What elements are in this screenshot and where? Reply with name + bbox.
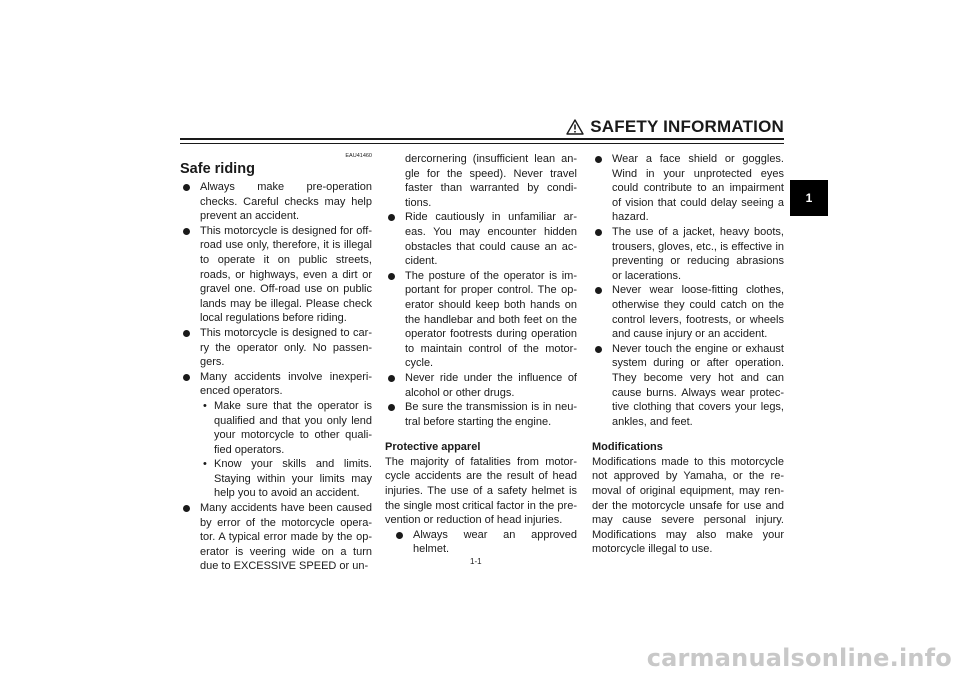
subheading-modifications: Modifications <box>592 441 663 454</box>
paragraph: The majority of fatalities from motor-cycle accidents are the result of head injuries. The use of a safety helmet is the single most critical factor in the pre-vention or reduction of head injuries. <box>385 455 577 527</box>
list-item: Never touch the engine or exhaust system during or after operation. They become very hot and can cause burns. Always wear protec-tive clothing that covers your legs, ankles, and feet. <box>592 342 784 430</box>
warning-triangle-icon <box>566 119 584 135</box>
list-item: Many accidents have been caused by error of the motorcycle opera-tor. A typical error made by the op-erator is veering wide on a turn due to EXCESSIVE SPEED or un- <box>180 501 372 574</box>
list-item: This motorcycle is designed for off-road use only, therefore, it is illegal to operate it on public streets, roads, or highways, even a dirt or gravel one. Off-road use on public lands may be illegal. Please check local regulations before riding. <box>180 224 372 326</box>
list-item: The posture of the operator is im-portant for proper control. The op-erator should keep both hands on the handlebar and both feet on the operator footrests during operation to maintain control of the motor-cycle. <box>385 269 577 371</box>
paragraph: Modifications made to this motorcycle not approved by Yamaha, or the re-moval of original equipment, may ren-der the motorcycle unsafe for use and may cause severe personal injury. Modifications may also make your motorcycle illegal to use. <box>592 455 784 556</box>
reference-code: EAU41460 <box>345 153 372 159</box>
text-column-3 <box>592 152 784 557</box>
chapter-tab: 1 <box>790 180 828 216</box>
continued-paragraph: dercornering (insufficient lean an-gle for the speed). Never travel faster than warranted by condi-tions. <box>405 153 577 209</box>
list-item: Never wear loose-fitting clothes, otherwise they could catch on the control levers, footrests, or wheels and cause injury or an accident. <box>592 283 784 341</box>
subheading-protective-apparel: Protective apparel <box>385 441 481 454</box>
sub-list-item: • Make sure that the operator is qualified and that you only lend your motorcycle to other quali-fied operators. <box>180 399 372 457</box>
header-rule-thick <box>180 138 784 140</box>
list-item: Be sure the transmission is in neu-tral before starting the engine. <box>385 400 577 429</box>
sub-list-item: • Know your skills and limits. Staying within your limits may help you to avoid an accident. <box>180 457 372 501</box>
page-header <box>566 117 784 137</box>
list-item: This motorcycle is designed to car-ry the operator only. No passen-gers. <box>180 326 372 370</box>
text-column-1 <box>180 152 372 574</box>
list-item: Always wear an approved helmet. <box>393 528 577 557</box>
list-item: Never ride under the influence of alcohol or other drugs. <box>385 371 577 400</box>
page-title: SAFETY INFORMATION <box>590 117 784 136</box>
list-item: Wear a face shield or goggles. Wind in your unprotected eyes could contribute to an impairment of vision that could delay seeing a hazard. <box>592 152 784 225</box>
list-item: Many accidents involve inexperi-enced operators. <box>180 370 372 399</box>
section-title: Safe riding <box>180 161 255 177</box>
watermark: carmanualsonline.info <box>646 644 952 672</box>
list-item: The use of a jacket, heavy boots, trousers, gloves, etc., is effective in preventing or reducing abrasions or lacerations. <box>592 225 784 283</box>
header-rule-thin <box>180 143 784 144</box>
page-number: 1-1 <box>470 557 482 566</box>
list-item: Ride cautiously in unfamiliar ar-eas. You may encounter hidden obstacles that could cause an ac-cident. <box>385 210 577 268</box>
text-column-2 <box>385 152 577 557</box>
list-item: Always make pre-operation checks. Careful checks may help prevent an accident. <box>180 180 372 224</box>
